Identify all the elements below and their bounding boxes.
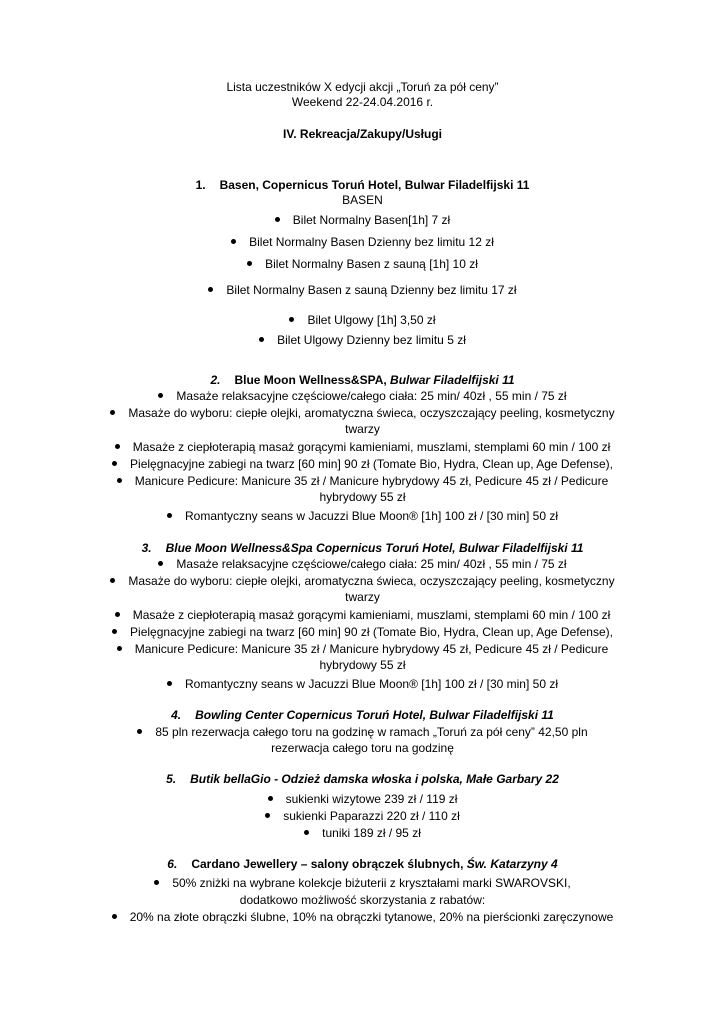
bullet-icon — [304, 830, 309, 835]
s5-heading-text: Butik bellaGio - Odzież damska włoska i polska, Małe Garbary 22 — [190, 772, 559, 786]
bullet-icon — [117, 478, 122, 483]
list-item: Masaże do wyboru: ciepłe olejki, aromatyczna świeca, oczyszczający peeling, kosmetyczny — [0, 574, 725, 589]
bullet-icon — [112, 914, 117, 919]
bullet-icon — [110, 578, 115, 583]
list-item: Pielęgnacyjne zabiegi na twarz [60 min] 90 zł (Tomate Bio, Hydra, Clean up, Age Defense), — [0, 625, 725, 640]
list-item-continuation: rezerwacja całego toru na godzinę — [271, 741, 454, 755]
list-item: Masaże relaksacyjne częściowe/całego ciała: 25 min/ 40zł , 55 min / 75 zł — [0, 389, 725, 404]
bullet-icon — [289, 317, 294, 322]
list-item: 85 pln rezerwacja całego toru na godzinę w ramach „Toruń za pół ceny” 42,50 pln — [0, 725, 725, 740]
bullet-icon — [115, 444, 120, 449]
list-item: 50% zniżki na wybrane kolekcje biżuterii z kryształami marki SWAROVSKI, — [0, 876, 725, 891]
bullet-icon — [110, 410, 115, 415]
s1-heading — [0, 178, 725, 193]
document-title: Lista uczestników X edycji akcji „Toruń za pół ceny” — [226, 80, 499, 94]
s4-number: 4. — [171, 708, 182, 722]
bullet-icon — [117, 646, 122, 651]
bullet-icon — [275, 217, 280, 222]
s3-heading-text: Blue Moon Wellness&Spa Copernicus Toruń Hotel, Bulwar Filadelfijski 11 — [165, 541, 584, 555]
list-item: Masaże z ciepłoterapią masaż gorącymi kamieniami, muszlami, stemplami 60 min / 100 zł — [0, 440, 725, 455]
s5-heading — [0, 772, 725, 787]
list-item: Bilet Normalny Basen Dzienny bez limitu 12 zł — [0, 235, 725, 250]
s5-number: 5. — [166, 772, 177, 786]
bullet-icon — [268, 796, 273, 801]
list-item: sukienki wizytowe 239 zł / 119 zł — [0, 792, 725, 807]
bullet-icon — [112, 629, 117, 634]
list-item: Romantyczny seans w Jacuzzi Blue Moon® [1h] 100 zł / [30 min] 50 zł — [0, 677, 725, 692]
s6-heading — [0, 857, 725, 872]
section-title: IV. Rekreacja/Zakupy/Usługi — [283, 127, 442, 141]
document-date: Weekend 22-24.04.2016 r. — [291, 95, 434, 109]
s1-heading-text: Basen, Copernicus Toruń Hotel, Bulwar Filadelfijski 11 — [219, 178, 530, 192]
bullet-icon — [265, 813, 270, 818]
list-item: Pielęgnacyjne zabiegi na twarz [60 min] 90 zł (Tomate Bio, Hydra, Clean up, Age Defense), — [0, 457, 725, 472]
list-item: 20% na złote obrączki ślubne, 10% na obrączki tytanowe, 20% na pierścionki zaręczynowe — [0, 910, 725, 925]
bullet-icon — [247, 261, 252, 266]
bullet-icon — [158, 561, 163, 566]
list-item: Masaże z ciepłoterapią masaż gorącymi kamieniami, muszlami, stemplami 60 min / 100 zł — [0, 608, 725, 623]
list-item: sukienki Paparazzi 220 zł / 110 zł — [0, 809, 725, 824]
s6-heading-text: Cardano Jewellery – salony obrączek ślubnych, — [191, 857, 467, 871]
s6-number: 6. — [167, 857, 178, 871]
s4-heading-text: Bowling Center Copernicus Toruń Hotel, Bulwar Filadelfijski 11 — [195, 708, 554, 722]
list-item: Romantyczny seans w Jacuzzi Blue Moon® [1h] 100 zł / [30 min] 50 zł — [0, 509, 725, 524]
bullet-icon — [158, 393, 163, 398]
list-item: tuniki 189 zł / 95 zł — [0, 826, 725, 841]
list-item-continuation: dodatkowo możliwość skorzystania z rabatów: — [239, 893, 486, 907]
s1-subheading: BASEN — [342, 193, 383, 207]
list-item: Masaże do wyboru: ciepłe olejki, aromatyczna świeca, oczyszczający peeling, kosmetyczny — [0, 406, 725, 421]
bullet-icon — [167, 513, 172, 518]
bullet-icon — [231, 239, 236, 244]
list-item-continuation: hybrydowy 55 zł — [319, 658, 406, 672]
s6-heading-address: Św. Katarzyny 4 — [466, 857, 558, 871]
list-item: Bilet Normalny Basen z sauną Dzienny bez limitu 17 zł — [0, 283, 725, 298]
list-item: Bilet Ulgowy [1h] 3,50 zł — [0, 313, 725, 328]
bullet-icon — [167, 681, 172, 686]
bullet-icon — [154, 880, 159, 885]
s4-heading — [0, 708, 725, 723]
list-item-continuation: twarzy — [345, 422, 380, 436]
list-item: Manicure Pedicure: Manicure 35 zł / Manicure hybrydowy 45 zł, Pedicure 45 zł / Pedicure — [0, 474, 725, 489]
bullet-icon — [112, 461, 117, 466]
s2-heading — [0, 373, 725, 388]
bullet-icon — [137, 729, 142, 734]
s1-number: 1. — [195, 178, 206, 192]
list-item: Bilet Ulgowy Dzienny bez limitu 5 zł — [0, 333, 725, 348]
s3-number: 3. — [141, 541, 152, 555]
list-item-continuation: twarzy — [345, 590, 380, 604]
s2-number: 2. — [210, 373, 221, 387]
s2-heading-address: Bulwar Filadelfijski 11 — [386, 373, 515, 387]
bullet-icon — [208, 287, 213, 292]
list-item: Masaże relaksacyjne częściowe/całego ciała: 25 min/ 40zł , 55 min / 75 zł — [0, 557, 725, 572]
list-item: Manicure Pedicure: Manicure 35 zł / Manicure hybrydowy 45 zł, Pedicure 45 zł / Pedicure — [0, 642, 725, 657]
s3-heading — [0, 541, 725, 556]
list-item-continuation: hybrydowy 55 zł — [319, 490, 406, 504]
s2-heading-text: Blue Moon Wellness&SPA, — [234, 373, 387, 387]
bullet-icon — [115, 612, 120, 617]
list-item: Bilet Normalny Basen z sauną [1h] 10 zł — [0, 257, 725, 272]
bullet-icon — [259, 337, 264, 342]
list-item: Bilet Normalny Basen[1h] 7 zł — [0, 213, 725, 228]
